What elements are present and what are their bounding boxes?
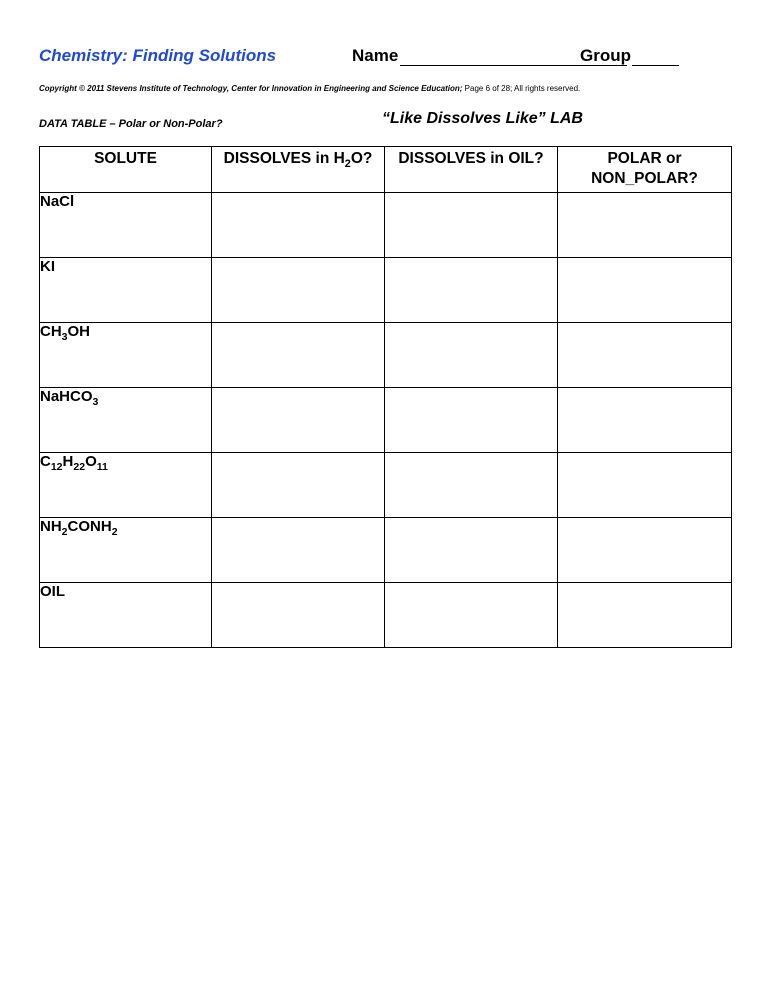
oil-answer-cell[interactable] <box>385 518 558 583</box>
polarity-answer-cell[interactable] <box>558 518 732 583</box>
formula-subscript: 11 <box>96 461 108 473</box>
header-dissolves-water <box>212 147 385 193</box>
formula-text: NaHCO <box>40 388 93 405</box>
water-answer-cell[interactable] <box>212 258 385 323</box>
water-answer-cell[interactable] <box>212 453 385 518</box>
water-answer-cell[interactable] <box>212 583 385 648</box>
name-label: Name <box>352 46 399 65</box>
table-row <box>40 583 732 648</box>
formula-text: NH <box>40 518 62 535</box>
group-label: Group <box>580 46 631 65</box>
formula-text: C <box>40 453 51 470</box>
formula-text: NaCl <box>40 193 75 210</box>
solute-cell <box>40 453 212 518</box>
water-answer-cell[interactable] <box>212 193 385 258</box>
header-polarity-line2: NON_POLAR? <box>591 170 698 187</box>
data-table <box>39 146 732 648</box>
oil-answer-cell[interactable] <box>385 453 558 518</box>
formula-text: KI <box>40 258 55 275</box>
formula-text: CH <box>40 323 62 340</box>
copyright-bold: Copyright © 2011 Stevens Institute of Technology, Center for Innovation in Engineering and Science Education; <box>39 84 463 93</box>
oil-answer-cell[interactable] <box>385 193 558 258</box>
data-table-label: DATA TABLE – Polar or Non-Polar? <box>39 118 223 130</box>
formula-subscript: 22 <box>73 461 86 473</box>
header-solute: SOLUTE <box>40 147 212 193</box>
solute-cell <box>40 518 212 583</box>
header-water-text: DISSOLVES in H <box>223 150 345 167</box>
solute-cell <box>40 323 212 388</box>
solute-cell <box>40 193 212 258</box>
header-polarity-line1: POLAR or <box>607 150 682 167</box>
oil-answer-cell[interactable] <box>385 258 558 323</box>
water-answer-cell[interactable] <box>212 388 385 453</box>
formula-text: OH <box>67 323 91 340</box>
copyright-page: Page 6 of 28; All rights reserved. <box>462 84 581 93</box>
table-row <box>40 388 732 453</box>
formula-text: OIL <box>40 583 65 600</box>
document-title: Chemistry: Finding Solutions <box>39 46 277 65</box>
header-water-suffix: O? <box>350 150 373 167</box>
solute-cell <box>40 583 212 648</box>
table-body <box>40 193 732 648</box>
formula-subscript: 2 <box>61 526 68 538</box>
solute-cell <box>40 388 212 453</box>
oil-answer-cell[interactable] <box>385 323 558 388</box>
oil-answer-cell[interactable] <box>385 388 558 453</box>
water-answer-cell[interactable] <box>212 518 385 583</box>
formula-subscript: 3 <box>61 331 68 343</box>
polarity-answer-cell[interactable] <box>558 193 732 258</box>
formula-text: CONH <box>67 518 112 535</box>
polarity-answer-cell[interactable] <box>558 323 732 388</box>
oil-answer-cell[interactable] <box>385 583 558 648</box>
group-field <box>580 46 679 66</box>
water-answer-cell[interactable] <box>212 323 385 388</box>
lab-title: “Like Dissolves Like” LAB <box>382 110 583 127</box>
table-row <box>40 193 732 258</box>
table-header-row <box>40 147 732 193</box>
table-row <box>40 453 732 518</box>
formula-text: O <box>85 453 97 470</box>
formula-subscript: 2 <box>111 526 118 538</box>
polarity-answer-cell[interactable] <box>558 258 732 323</box>
solute-cell <box>40 258 212 323</box>
header-dissolves-oil: DISSOLVES in OIL? <box>385 147 558 193</box>
table-row <box>40 518 732 583</box>
table-row <box>40 323 732 388</box>
formula-subscript: 12 <box>50 461 63 473</box>
formula-text: H <box>62 453 74 470</box>
copyright-notice <box>39 84 580 93</box>
polarity-answer-cell[interactable] <box>558 453 732 518</box>
polarity-answer-cell[interactable] <box>558 583 732 648</box>
group-blank-line <box>632 48 679 66</box>
table-row <box>40 258 732 323</box>
formula-subscript: 3 <box>92 396 99 408</box>
polarity-answer-cell[interactable] <box>558 388 732 453</box>
header-water-subscript: 2 <box>344 158 351 171</box>
header-polarity <box>558 147 732 193</box>
